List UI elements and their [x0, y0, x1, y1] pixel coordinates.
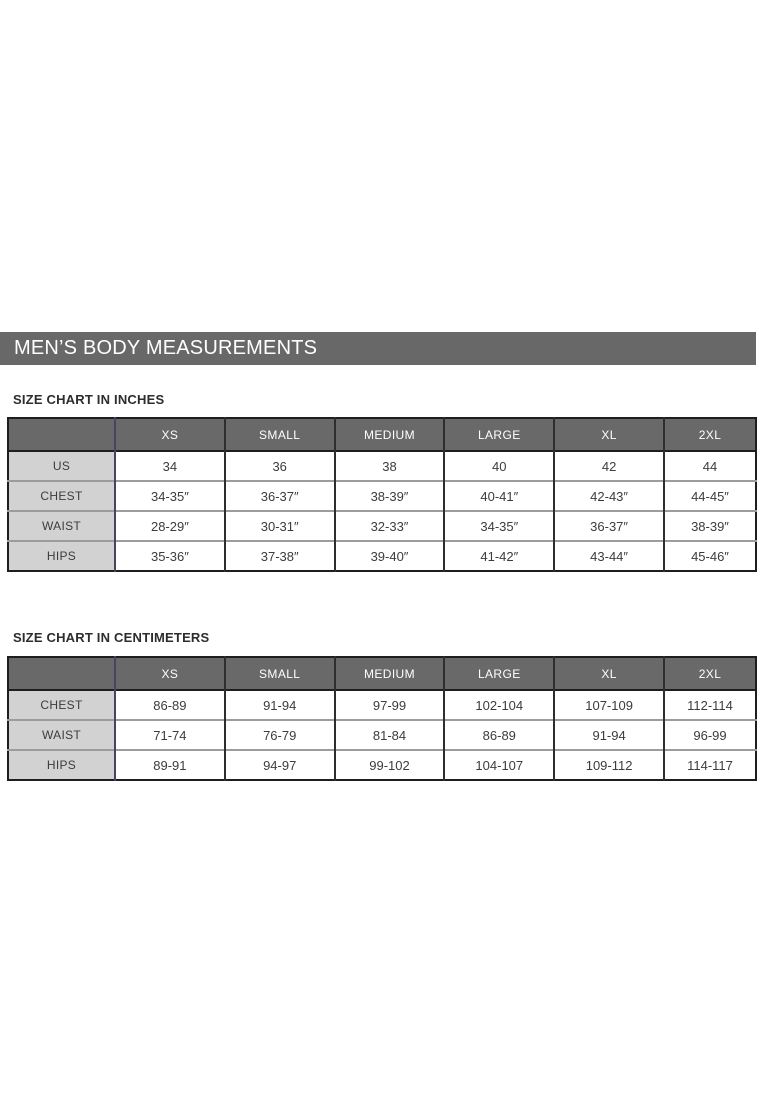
row-label-cell: US	[8, 451, 115, 481]
value-cell: 36-37″	[554, 511, 664, 541]
value-cell: 71-74	[115, 720, 225, 750]
table-row-hips	[8, 541, 756, 571]
table-row-chest	[8, 690, 756, 720]
value-cell: 42-43″	[554, 481, 664, 511]
value-cell: 102-104	[444, 690, 554, 720]
header-cell-medium: MEDIUM	[335, 657, 445, 690]
value-cell: 86-89	[444, 720, 554, 750]
row-label-cell: HIPS	[8, 541, 115, 571]
value-cell: 112-114	[664, 690, 756, 720]
value-cell: 38	[335, 451, 445, 481]
value-cell: 114-117	[664, 750, 756, 780]
value-cell: 38-39″	[664, 511, 756, 541]
value-cell: 36	[225, 451, 335, 481]
value-cell: 34-35″	[444, 511, 554, 541]
row-label-cell: CHEST	[8, 690, 115, 720]
value-cell: 30-31″	[225, 511, 335, 541]
header-cell-large: LARGE	[444, 418, 554, 451]
header-cell-xs: XS	[115, 657, 225, 690]
size-chart-centimeters-table	[7, 656, 757, 781]
value-cell: 43-44″	[554, 541, 664, 571]
header-cell-medium: MEDIUM	[335, 418, 445, 451]
header-cell-xl: XL	[554, 657, 664, 690]
row-label-cell: WAIST	[8, 720, 115, 750]
header-cell-large: LARGE	[444, 657, 554, 690]
page-title: MEN’S BODY MEASUREMENTS	[14, 337, 318, 359]
table-row-chest	[8, 481, 756, 511]
value-cell: 107-109	[554, 690, 664, 720]
value-cell: 35-36″	[115, 541, 225, 571]
value-cell: 34-35″	[115, 481, 225, 511]
value-cell: 42	[554, 451, 664, 481]
table-header-row	[8, 418, 756, 451]
table-row-waist	[8, 511, 756, 541]
header-cell-xs: XS	[115, 418, 225, 451]
value-cell: 97-99	[335, 690, 445, 720]
value-cell: 40-41″	[444, 481, 554, 511]
value-cell: 91-94	[554, 720, 664, 750]
section-label-centimeters: SIZE CHART IN CENTIMETERS	[13, 630, 210, 645]
header-cell-small: SMALL	[225, 418, 335, 451]
table-row-hips	[8, 750, 756, 780]
value-cell: 89-91	[115, 750, 225, 780]
header-cell-2xl: 2XL	[664, 657, 756, 690]
size-chart-inches-table	[7, 417, 757, 572]
value-cell: 36-37″	[225, 481, 335, 511]
value-cell: 104-107	[444, 750, 554, 780]
value-cell: 44-45″	[664, 481, 756, 511]
row-label-cell: CHEST	[8, 481, 115, 511]
table-header-row	[8, 657, 756, 690]
value-cell: 86-89	[115, 690, 225, 720]
row-label-cell: WAIST	[8, 511, 115, 541]
row-label-cell: HIPS	[8, 750, 115, 780]
value-cell: 38-39″	[335, 481, 445, 511]
value-cell: 44	[664, 451, 756, 481]
value-cell: 32-33″	[335, 511, 445, 541]
value-cell: 40	[444, 451, 554, 481]
value-cell: 94-97	[225, 750, 335, 780]
header-cell-xl: XL	[554, 418, 664, 451]
value-cell: 91-94	[225, 690, 335, 720]
header-cell-small: SMALL	[225, 657, 335, 690]
section-label-inches: SIZE CHART IN INCHES	[13, 392, 165, 407]
value-cell: 81-84	[335, 720, 445, 750]
value-cell: 109-112	[554, 750, 664, 780]
header-corner-cell	[8, 657, 115, 690]
value-cell: 37-38″	[225, 541, 335, 571]
value-cell: 39-40″	[335, 541, 445, 571]
value-cell: 96-99	[664, 720, 756, 750]
value-cell: 99-102	[335, 750, 445, 780]
header-corner-cell	[8, 418, 115, 451]
value-cell: 41-42″	[444, 541, 554, 571]
value-cell: 76-79	[225, 720, 335, 750]
value-cell: 28-29″	[115, 511, 225, 541]
table-row-us	[8, 451, 756, 481]
header-cell-2xl: 2XL	[664, 418, 756, 451]
title-banner	[0, 332, 756, 365]
value-cell: 34	[115, 451, 225, 481]
value-cell: 45-46″	[664, 541, 756, 571]
table-row-waist	[8, 720, 756, 750]
